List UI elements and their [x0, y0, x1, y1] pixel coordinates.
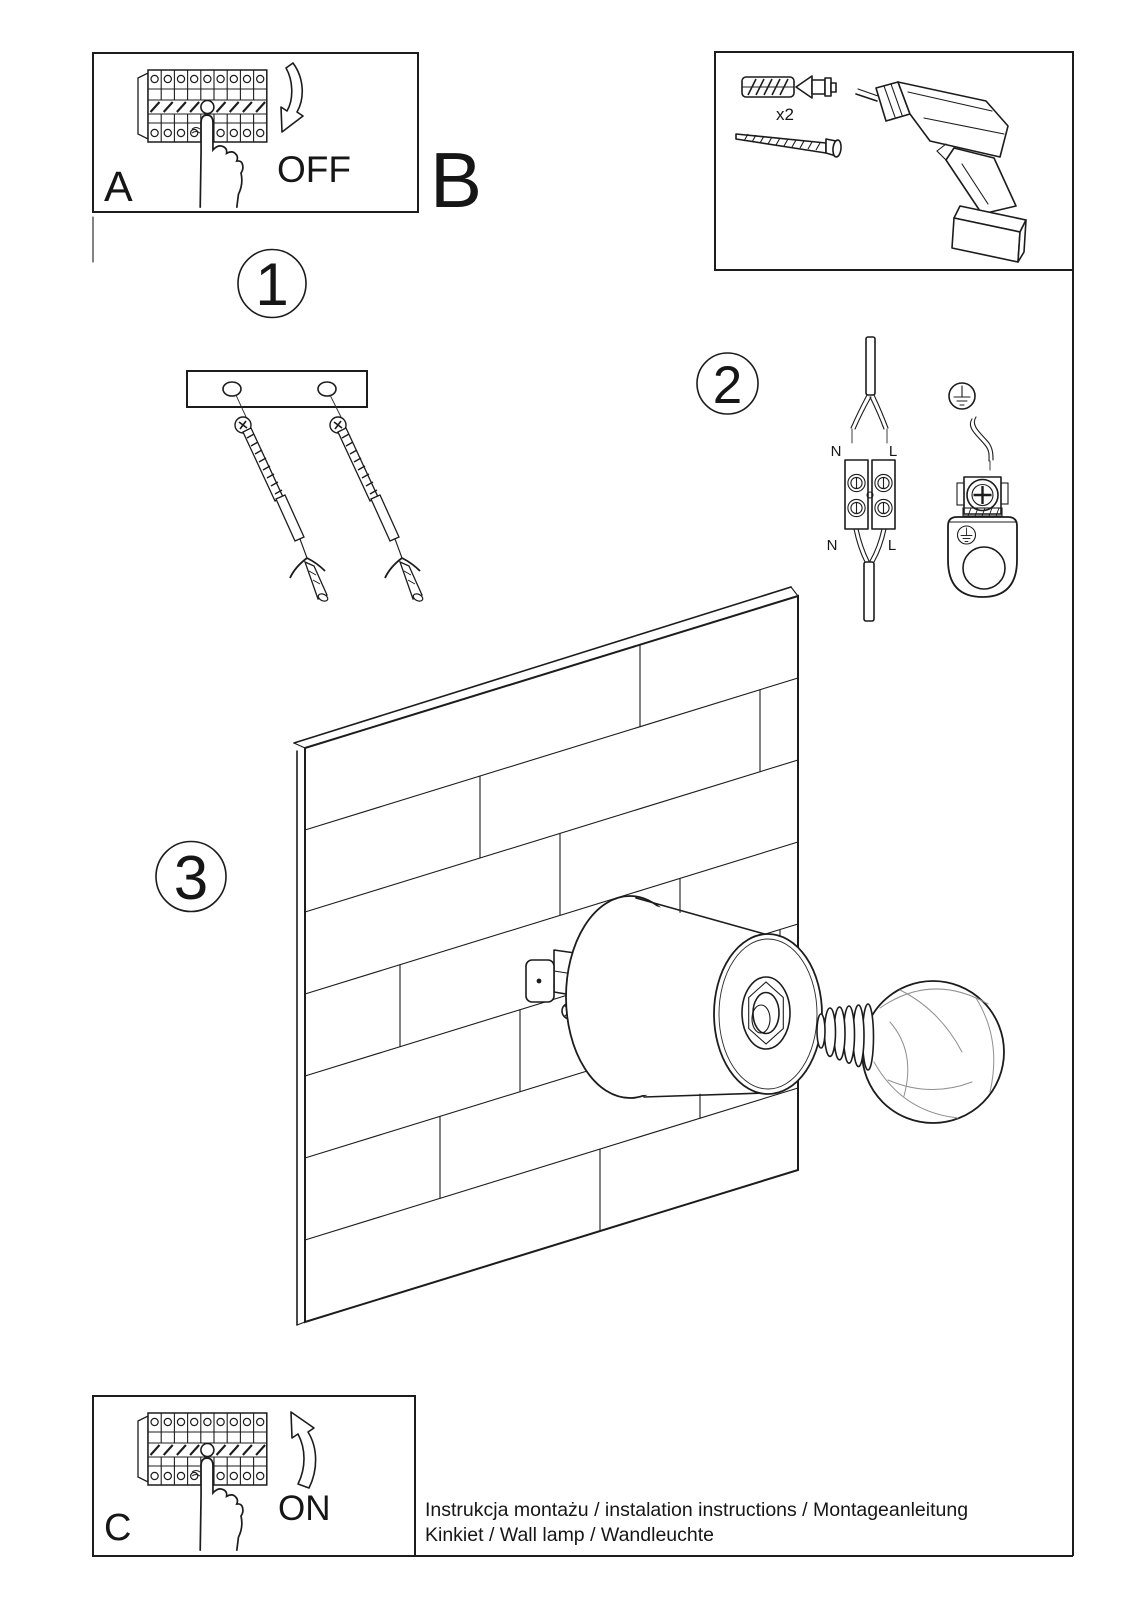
step-1: [187, 250, 424, 603]
supply-cable: [851, 337, 888, 443]
ground-wire: [970, 417, 993, 461]
screw-anchor-right: [330, 417, 424, 603]
plate-hole-left: [223, 382, 241, 396]
panel-a: [104, 63, 351, 211]
ground-terminal: [948, 477, 1017, 597]
step-2: [697, 337, 1017, 621]
drill-icon: [856, 82, 1026, 262]
step-3: [156, 587, 1004, 1325]
step-1-number: 1: [255, 251, 289, 318]
caption: [425, 1499, 968, 1546]
caption-line2: Kinkiet / Wall lamp / Wandleuchte: [425, 1524, 715, 1546]
label-l-top: L: [888, 443, 898, 460]
plate-hole-right: [318, 382, 336, 396]
lamp-cable: [854, 529, 886, 621]
anchor-qty-label: x2: [776, 105, 794, 124]
panel-a-label: A: [104, 163, 133, 211]
arrow-down-icon: [281, 63, 303, 132]
caption-line1: Instrukcja montażu / instalation instructions / Montageanleitung: [425, 1499, 969, 1521]
light-bulb: [817, 981, 1004, 1123]
wall-plug-icon: [742, 76, 836, 98]
step-2-number: 2: [712, 356, 743, 415]
screw-anchor-left: [235, 417, 329, 603]
panel-b-label: B: [430, 136, 483, 224]
step-3-number: 3: [173, 844, 209, 913]
screw-icon: [736, 134, 842, 157]
bulb-thread-base: [817, 1004, 874, 1070]
terminal-block: [845, 460, 895, 529]
off-label: OFF: [277, 149, 351, 190]
panel-c-label: C: [104, 1507, 132, 1549]
arrow-up-icon: [291, 1412, 316, 1488]
ground-symbol-icon: [949, 383, 975, 409]
mounting-plate: [187, 371, 367, 407]
label-l-bottom: L: [887, 537, 897, 554]
label-n-top: N: [830, 443, 842, 460]
on-label: ON: [278, 1489, 331, 1528]
parts-list: [736, 76, 1026, 262]
label-n-bottom: N: [826, 537, 838, 554]
panel-c: [104, 1412, 331, 1551]
